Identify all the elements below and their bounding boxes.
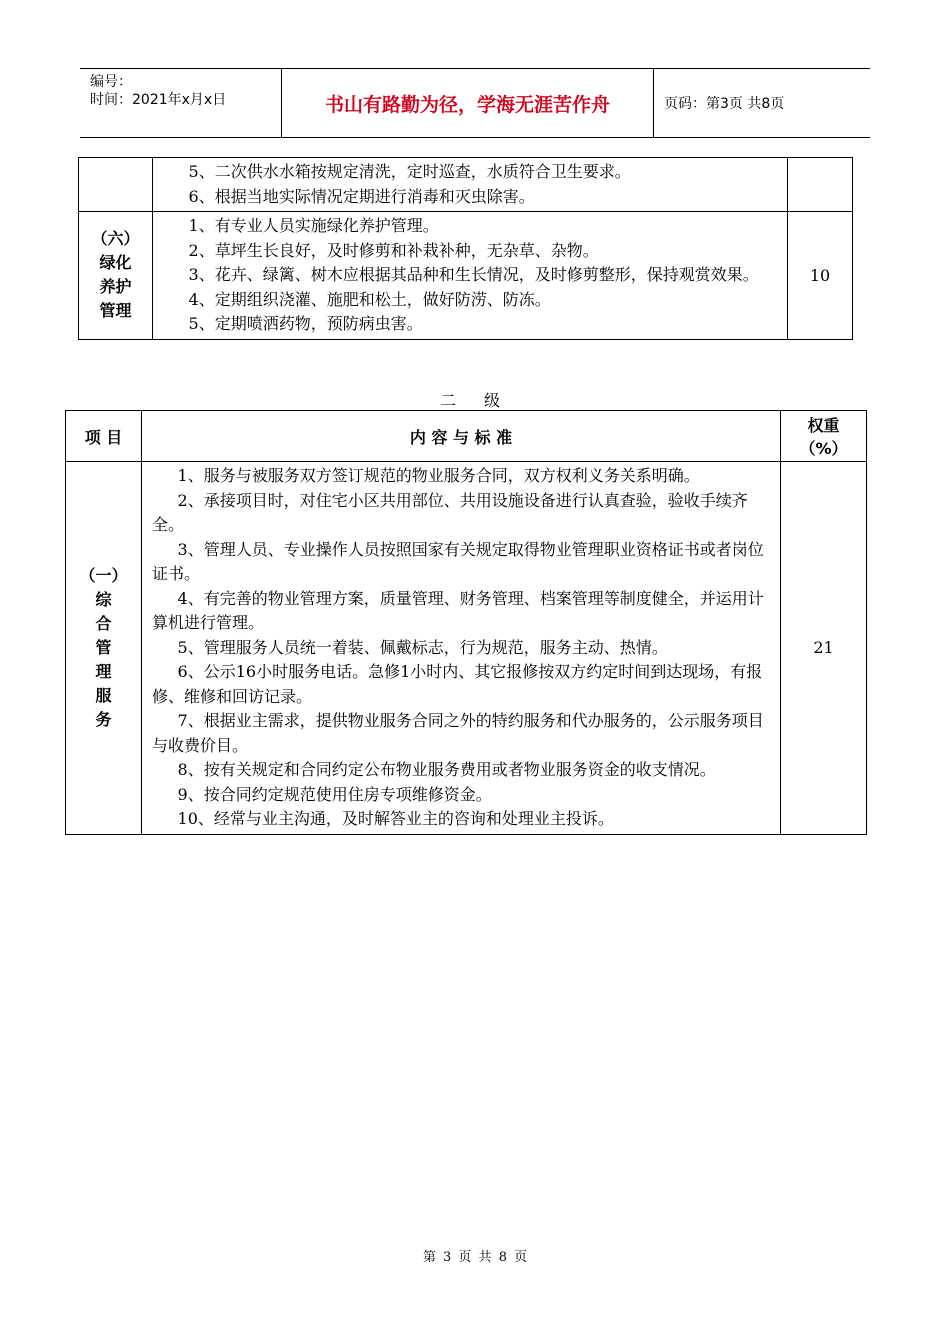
content-cell — [141, 462, 780, 835]
category-line: 务 — [95, 709, 112, 729]
category-line: 合 — [95, 613, 112, 633]
content-cell — [152, 212, 787, 340]
category-line: 管 — [95, 637, 112, 657]
header-motto-cell — [282, 69, 654, 137]
list-item: 10、经常与业主沟通，及时解答业主的咨询和处理业主投诉。 — [177, 809, 614, 828]
list-item: 5、定期喷洒药物，预防病虫害。 — [188, 314, 423, 333]
category-line: 养护 — [99, 277, 132, 297]
header-meta — [80, 69, 282, 137]
category-line: （六） — [91, 229, 140, 249]
standards-table-continued — [78, 157, 853, 340]
header-weight-unit: （%） — [799, 439, 848, 458]
table-row — [79, 212, 853, 340]
level-title: 二级 — [440, 391, 529, 410]
list-item: 2、承接项目时，对住宅小区共用部位、共用设施设备进行认真查验，验收手续齐全。 — [151, 490, 748, 534]
page-label: 页码：第3页 共8页 — [664, 96, 785, 112]
list-item: 4、定期组织浇灌、施肥和松土，做好防涝、防冻。 — [188, 289, 551, 309]
level-two-standards-table — [65, 410, 867, 835]
table-row — [66, 462, 867, 835]
list-item: 7、根据业主需求，提供物业服务合同之外的特约服务和代办服务的，公示服务项目与收费价目。 — [151, 711, 764, 755]
list-item: 4、有完善的物业管理方案，质量管理、财务管理、档案管理等制度健全，并运用计算机进行管理。 — [151, 588, 764, 632]
list-item: 1、有专业人员实施绿化养护管理。 — [188, 216, 439, 235]
header-weight-line: 权重 — [807, 416, 840, 435]
list-item: 1、服务与被服务双方签订规范的物业服务合同，双方权利义务关系明确。 — [177, 466, 700, 485]
list-item: 6、公示16小时服务电话。急修1小时内、其它报修按双方约定时间到达现场，有报修、维修和回访记录。 — [151, 662, 763, 706]
list-item: 5、管理服务人员统一着装、佩戴标志，行为规范，服务主动、热情。 — [177, 637, 668, 657]
category-line: （一） — [79, 565, 128, 585]
list-item: 3、花卉、绿篱、树木应根据其品种和生长情况，及时修剪整形，保持观赏效果。 — [188, 265, 759, 284]
list-item: 6、根据当地实际情况定期进行消毒和灭虫除害。 — [188, 186, 535, 206]
list-item: 8、按有关规定和合同约定公布物业服务费用或者物业服务资金的收支情况。 — [177, 760, 716, 779]
category-line: 理 — [95, 661, 112, 681]
header-content: 内 容 与 标 准 — [141, 411, 780, 462]
category-cell — [79, 212, 153, 340]
list-item: 3、管理人员、专业操作人员按照国家有关规定取得物业管理职业资格证书或者岗位证书。 — [151, 539, 764, 583]
weight-cell: 10 — [788, 212, 853, 340]
list-item: 5、二次供水水箱按规定清洗，定时巡查，水质符合卫生要求。 — [188, 162, 631, 181]
list-item: 9、按合同约定规范使用住房专项维修资金。 — [177, 784, 492, 804]
category-cell — [66, 462, 142, 835]
number-label: 编号： — [90, 74, 132, 90]
header-weight — [781, 411, 867, 462]
time-label: 时间：2021年x月x日 — [90, 92, 227, 108]
table-header-row — [66, 411, 867, 462]
motto: 书山有路勤为径，学海无涯苦作舟 — [324, 93, 610, 116]
category-line: 绿化 — [99, 253, 132, 273]
category-cell — [79, 158, 153, 212]
list-item: 2、草坪生长良好，及时修剪和补栽补种，无杂草、杂物。 — [188, 240, 599, 260]
page-footer: 第 3 页 共 8 页 — [422, 1250, 528, 1265]
weight-cell: 21 — [781, 462, 867, 835]
category-line: 管理 — [99, 301, 132, 321]
content-cell — [152, 158, 787, 212]
table-row — [79, 158, 853, 212]
weight-cell — [788, 158, 853, 212]
header-item: 项 目 — [66, 411, 142, 462]
category-line: 综 — [95, 589, 112, 609]
page-header — [80, 68, 870, 138]
category-line: 服 — [95, 685, 112, 705]
